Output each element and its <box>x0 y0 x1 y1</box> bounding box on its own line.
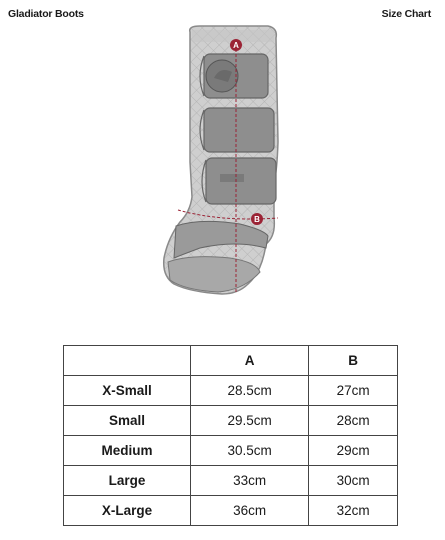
size-label: Large <box>64 466 191 496</box>
value-a: 28.5cm <box>191 376 309 406</box>
value-b: 32cm <box>309 496 398 526</box>
table-row <box>64 496 398 526</box>
value-b: 27cm <box>309 376 398 406</box>
product-title: Gladiator Boots <box>8 8 84 20</box>
marker-b-label: B <box>254 215 260 224</box>
value-a: 33cm <box>191 466 309 496</box>
marker-a-label: A <box>233 41 239 50</box>
table-row <box>64 436 398 466</box>
table-row <box>64 466 398 496</box>
table-row <box>64 406 398 436</box>
size-chart-title: Size Chart <box>381 8 431 20</box>
header-cell-a: A <box>191 346 309 376</box>
boot-diagram <box>140 22 310 306</box>
header-cell-empty <box>64 346 191 376</box>
size-label: X-Small <box>64 376 191 406</box>
table-row <box>64 376 398 406</box>
value-b: 29cm <box>309 436 398 466</box>
size-table <box>63 345 398 526</box>
header-cell-b: B <box>309 346 398 376</box>
value-b: 30cm <box>309 466 398 496</box>
table-header-row <box>64 346 398 376</box>
size-label: Small <box>64 406 191 436</box>
value-b: 28cm <box>309 406 398 436</box>
value-a: 30.5cm <box>191 436 309 466</box>
value-a: 29.5cm <box>191 406 309 436</box>
size-label: Medium <box>64 436 191 466</box>
value-a: 36cm <box>191 496 309 526</box>
size-label: X-Large <box>64 496 191 526</box>
strap-2 <box>204 108 274 152</box>
